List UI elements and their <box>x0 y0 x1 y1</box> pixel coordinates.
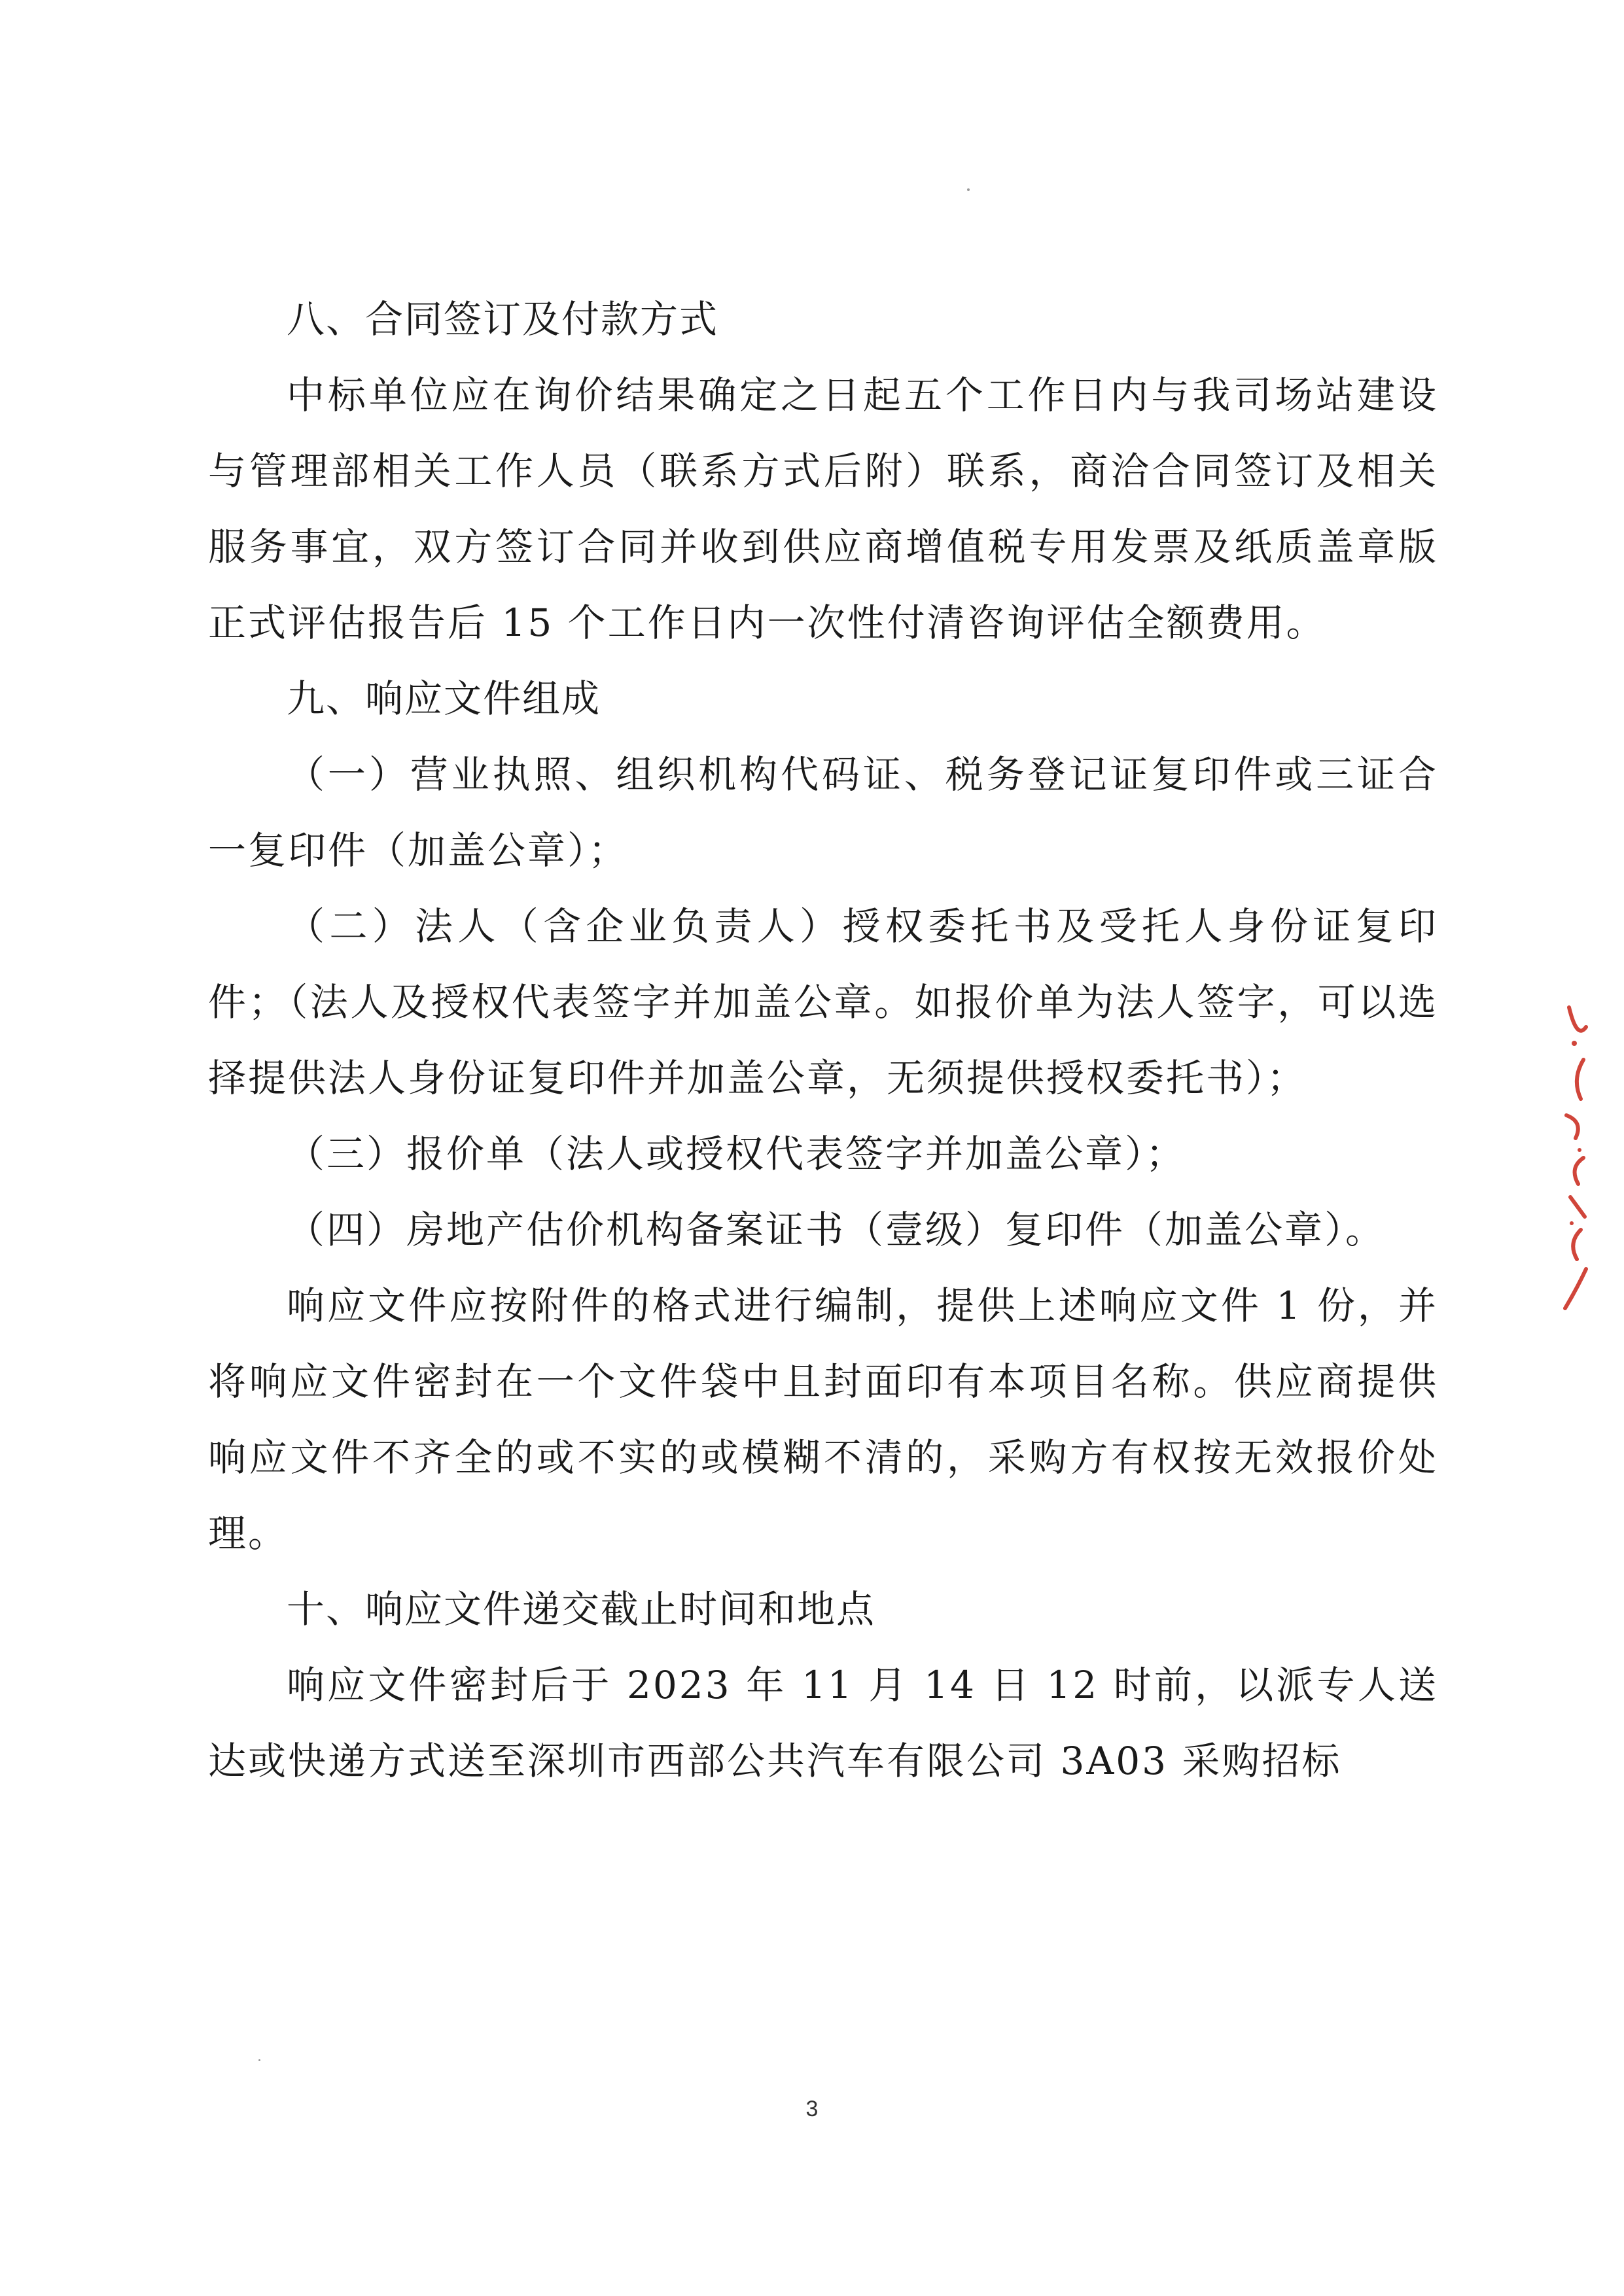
page-number: 3 <box>805 2096 819 2121</box>
paragraph-deadline-location: 响应文件密封后于 2023 年 11 月 14 日 12 时前，以派专人送达或快递方式送至深圳市西部公共汽车有限公司 3A03 采购招标 <box>208 1663 1438 1783</box>
red-seal-stamp-edge <box>1557 1001 1597 1315</box>
document-body <box>208 281 1438 1799</box>
scan-speck <box>258 2059 260 2061</box>
scan-speck <box>967 188 970 191</box>
paragraph-item-4: （四）房地产估价机构备案证书（壹级）复印件（加盖公章）。 <box>287 1208 1386 1252</box>
section-heading-9: 九、响应文件组成 <box>287 676 601 721</box>
paragraph-item-1: （一）营业执照、组织机构代码证、税务登记证复印件或三证合一复印件（加盖公章）； <box>208 752 1438 873</box>
paragraph-item-2: （二）法人（含企业负责人）授权委托书及受托人身份证复印件；（法人及授权代表签字并加盖公章。如报价单为法人签字，可以选择提供法人身份证复印件并加盖公章，无须提供授权委托书）； <box>208 904 1438 1100</box>
paragraph-format-requirements: 响应文件应按附件的格式进行编制，提供上述响应文件 1 份，并将响应文件密封在一个文件袋中且封面印有本项目名称。供应商提供响应文件不齐全的或不实的或模糊不清的，采购方有权按无效报价处理。 <box>208 1283 1438 1556</box>
section-heading-10: 十、响应文件递交截止时间和地点 <box>287 1587 876 1631</box>
paragraph-contract-payment: 中标单位应在询价结果确定之日起五个工作日内与我司场站建设与管理部相关工作人员（联系方式后附）联系，商洽合同签订及相关服务事宜，双方签订合同并收到供应商增值税专用发票及纸质盖章版正式评估报告后 15 个工作日内一次性付清咨询评估全额费用。 <box>208 373 1438 645</box>
section-heading-8: 八、合同签订及付款方式 <box>287 297 719 341</box>
paragraph-item-3: （三）报价单（法人或授权代表签字并加盖公章）； <box>287 1132 1186 1176</box>
